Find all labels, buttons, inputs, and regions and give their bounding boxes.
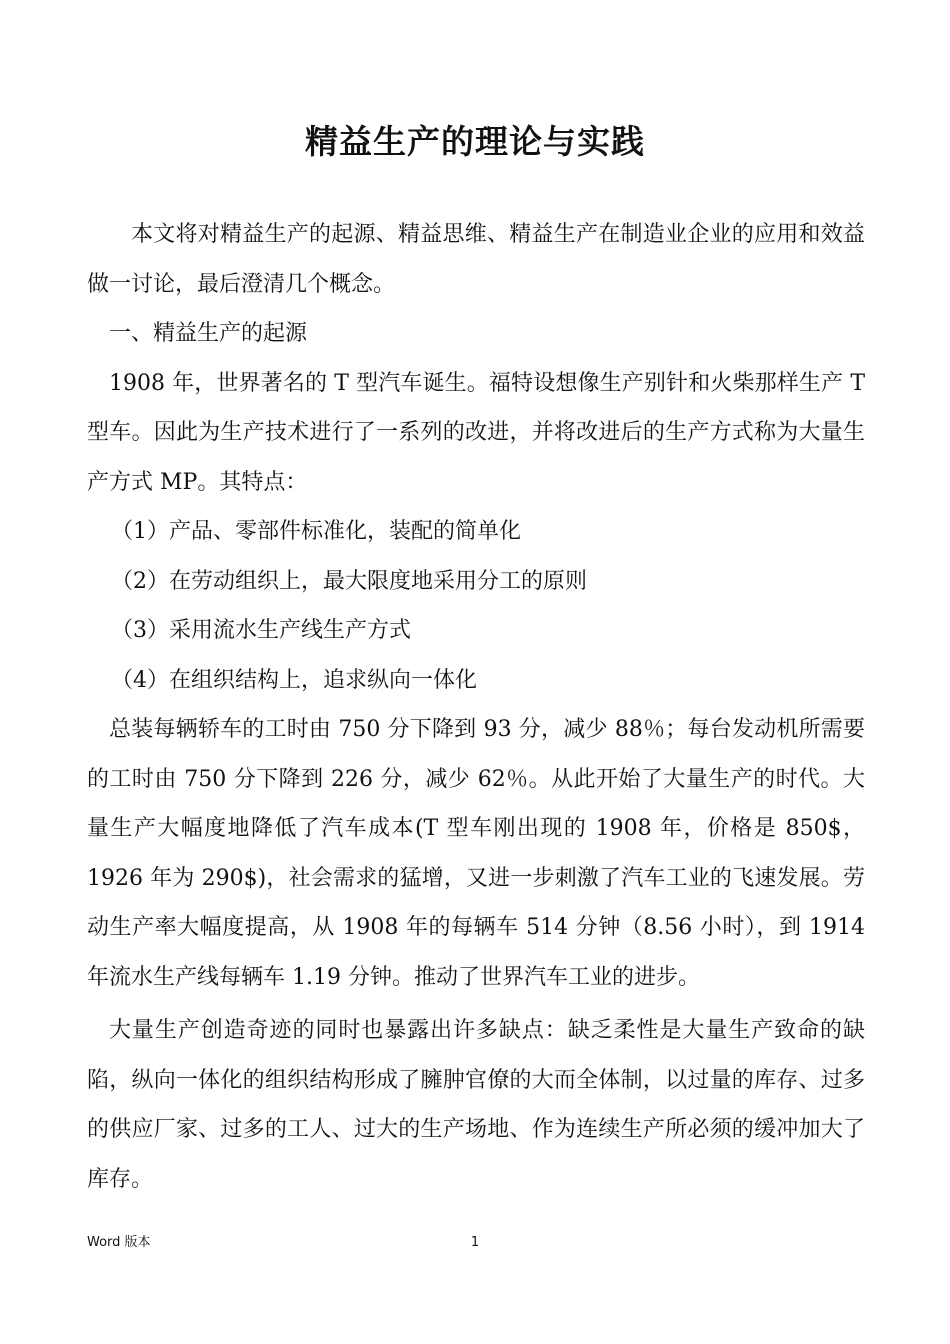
section-heading: 一、精益生产的起源: [109, 321, 308, 346]
footer-version-label: Word 版本: [87, 1235, 151, 1250]
list-item-4: （4）在组织结构上，追求纵向一体化: [111, 667, 477, 693]
paragraph-productivity: 总装每辆轿车的工时由 750 分下降到 93 分，减少 88％；每台发动机所需要的工时由 750 分下降到 226 分，减少 62％。从此开始了大量生产的时代。大量生产大幅度地降低了汽车成本(T 型车刚出现的 1908 年，价格是 850$，1926 年为 290$)，社会需求的猛增，又进一步刺激了汽车工业的飞速发展。劳动生产率大幅度提高，从 1908 年的每辆车 514 分钟（8.56 小时），到 1914 年流水生产线每辆车 1.19 分钟。推动了世界汽车工业的进步。: [87, 717, 865, 990]
list-item-3: （3）采用流水生产线生产方式: [111, 618, 411, 643]
list-item-1: （1）产品、零部件标准化，装配的简单化: [111, 519, 521, 544]
document-body: [87, 210, 865, 1204]
document-title: 精益生产的理论与实践: [305, 122, 645, 161]
footer-page-number: 1: [470, 1235, 480, 1250]
paragraph-drawbacks: 大量生产创造奇迹的同时也暴露出许多缺点：缺乏柔性是大量生产致命的缺陷，纵向一体化的组织结构形成了臃肿官僚的大而全体制，以过量的库存、过多的供应厂家、过多的工人、过大的生产场地、作为连续生产所必须的缓冲加大了库存。: [87, 1018, 865, 1192]
paragraph-ford-model-t: 1908 年，世界著名的 T 型汽车诞生。福特设想像生产别针和火柴那样生产 T 型车。因此为生产技术进行了一系列的改进，并将改进后的生产方式称为大量生产方式 MP。其特点：: [87, 370, 865, 495]
intro-paragraph: 本文将对精益生产的起源、精益思维、精益生产在制造业企业的应用和效益做一讨论，最后澄清几个概念。: [87, 222, 865, 297]
list-item-2: （2）在劳动组织上，最大限度地采用分工的原则: [111, 568, 587, 594]
